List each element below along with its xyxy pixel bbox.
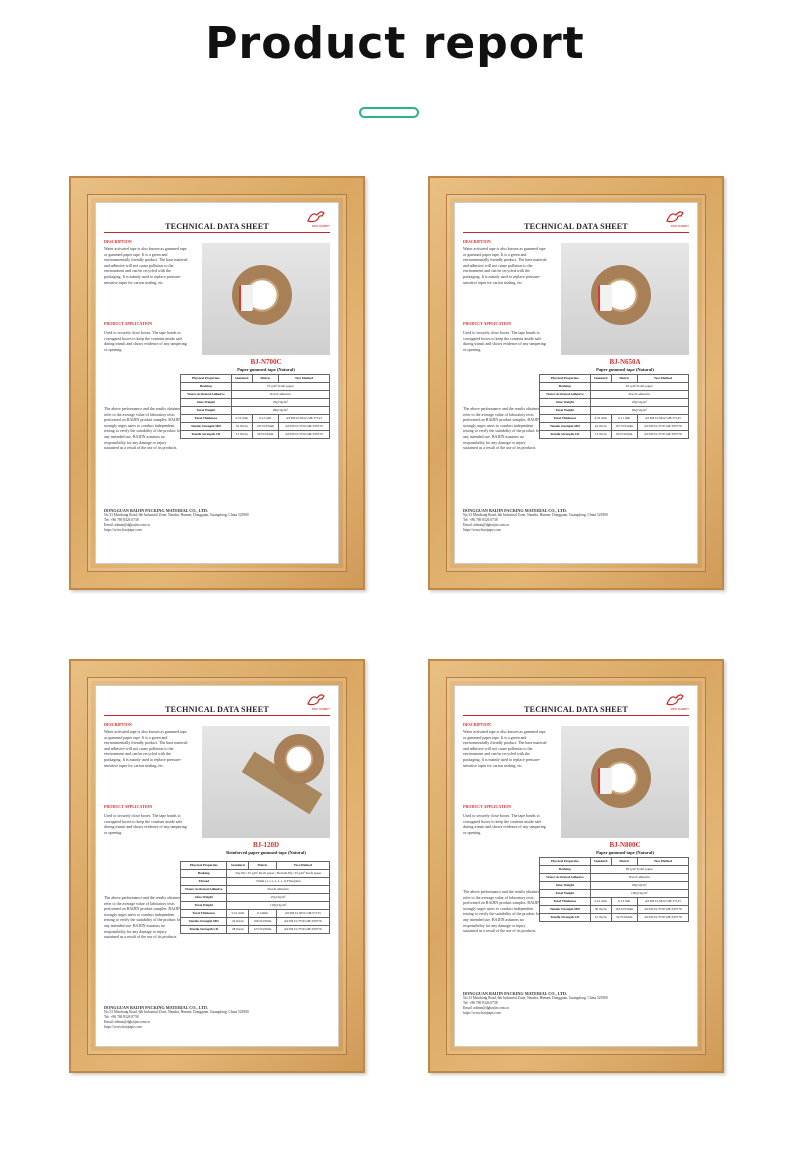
description-heading: DESCRIPTION — [104, 239, 132, 244]
metric-cell: 0.12 mm — [252, 415, 278, 423]
company-address: No.33 Minchang Road, 6th Industrial Zone, Nanzha, Humen, Dongguan, Guangdong, China 523900 — [463, 513, 608, 517]
company-email: Email: admin@dgbaijin.com.cn — [463, 523, 509, 527]
company-email: Email: admin@dgbaijin.com.cn — [104, 523, 150, 527]
property-cell: Backing — [540, 383, 591, 391]
product-photo — [561, 243, 689, 355]
standard-cell: 13 lbs/in — [231, 431, 252, 439]
table-row — [181, 878, 330, 886]
application-heading: PRODUCT APPLICATION — [463, 804, 512, 809]
standard-cell: 28 lbs/in — [227, 926, 249, 934]
sheet-header: TECHNICAL DATA SHEET — [524, 705, 628, 714]
property-cell: Glue Weight — [540, 882, 591, 890]
company-footer — [104, 508, 249, 533]
table-row — [540, 423, 689, 431]
table-row — [181, 894, 330, 902]
property-cell: Total Thickness — [540, 415, 591, 423]
property-cell: Tensile Strength CD — [540, 431, 591, 439]
table-row — [540, 882, 689, 890]
table-row — [181, 391, 330, 399]
standard-cell: 12 lbs/in — [590, 914, 611, 922]
value-cell: 85g±2g/m² — [590, 407, 688, 415]
description-heading: DESCRIPTION — [104, 722, 132, 727]
spec-table — [180, 374, 330, 439]
method-cell: ASTM D-3652 GB/T7125 — [637, 898, 688, 906]
data-sheet — [454, 202, 698, 564]
method-cell: ASTM D-3759 GB/T30776 — [637, 431, 688, 439]
frame-bj-n650a — [428, 176, 724, 590]
value-cell: Starch adhesive — [231, 391, 329, 399]
table-row — [181, 926, 330, 934]
property-cell: Total Weight — [540, 407, 591, 415]
metric-cell: 190 N/25mm — [249, 918, 277, 926]
description-text: Water activated tape is also known as gummed tape or gummed paper tape. It is a green and environmentally friendly product. The base material and adhesive will not cause pollution to the environment and can be recycled with the packaging. It is mainly used to replace pressure-sensitive tapes for carton sealing, etc. — [463, 729, 547, 768]
column-header: Metric — [249, 862, 277, 870]
metric-cell: 0.11 mm — [611, 415, 637, 423]
property-cell: Backing — [181, 383, 232, 391]
application-text: Used to securely close boxes. The tape bonds to corrugated boxes to keep the contents inside safe during transit and shows evidence of any tampering or opening. — [104, 330, 187, 352]
property-cell: Total Thickness — [181, 415, 232, 423]
sheet-header: TECHNICAL DATA SHEET — [524, 222, 628, 231]
company-tel: Tel: +86 769 8326 0738 — [463, 518, 498, 522]
column-header: Test Method — [637, 375, 688, 383]
method-cell: ASTM D-3652 GB/T7125 — [278, 415, 329, 423]
header-rule — [463, 715, 689, 716]
header-rule — [463, 232, 689, 233]
product-photo — [202, 726, 330, 838]
application-heading: PRODUCT APPLICATION — [104, 321, 153, 326]
metric-cell: 56 N/25mm — [252, 431, 278, 439]
company-name: DONGGUAN BAIJIN PACKING MATERIAL CO., LTD. — [463, 508, 567, 513]
brand-logo-text: RED RABBIT — [670, 224, 689, 228]
table-row — [540, 391, 689, 399]
metric-cell: 150 N/25mm — [252, 423, 278, 431]
column-header: Physical Properties — [181, 862, 227, 870]
value-cell: 70 g/m² Kraft paper — [231, 383, 329, 391]
company-tel: Tel: +86 769 8326 0738 — [104, 518, 139, 522]
property-cell: Tensile Strength CD — [540, 914, 591, 922]
company-web: https://www.baojtape.com — [104, 528, 142, 532]
product-photo — [561, 726, 689, 838]
company-web: https://www.baojtape.com — [104, 1025, 142, 1029]
company-footer — [104, 1005, 249, 1030]
metric-cell: 163 N/25mm — [611, 906, 637, 914]
table-header-row — [181, 862, 330, 870]
table-header-row — [540, 858, 689, 866]
disclaimer-text: The above performance and the results obtained refer to the average value of laboratory tests performed on BAIJIN product samples. BAIJIN strongly urges users to conduct independent testing to verify the suitability of the product for any intended use. BAIJIN assumes no responsibility for any damage or injury sustained as a result of the use of its products. — [104, 406, 182, 451]
brand-logo-text: RED RABBIT — [311, 224, 330, 228]
company-tel: Tel: +86 769 8326 0738 — [463, 1001, 498, 1005]
frame-bj-n700c — [69, 176, 365, 590]
table-row — [181, 407, 330, 415]
application-text: Used to securely close boxes. The tape bonds to corrugated boxes to keep the contents inside safe during transit and shows evidence of any tampering or opening. — [463, 813, 546, 835]
value-cell: 25g±2g/m² — [227, 894, 330, 902]
method-cell: ASTM D-3759 GB/T30776 — [637, 906, 688, 914]
table-row — [181, 423, 330, 431]
column-header: Standard — [590, 375, 611, 383]
property-cell: Water Activated Adhesive — [181, 391, 232, 399]
property-cell: Tensile Strength MD — [181, 918, 227, 926]
table-row — [181, 918, 330, 926]
value-cell: Top Ply: 35 g/m² Kraft paper / Bottom Ply: 35 g/m² Kraft paper — [227, 870, 330, 878]
table-row — [540, 415, 689, 423]
table-row — [181, 886, 330, 894]
property-cell: Glue Weight — [181, 399, 232, 407]
company-footer — [463, 508, 608, 533]
table-row — [540, 399, 689, 407]
property-cell: Water Activated Adhesive — [181, 886, 227, 894]
column-header: Physical Properties — [540, 375, 591, 383]
table-header-row — [540, 375, 689, 383]
description-heading: DESCRIPTION — [463, 239, 491, 244]
property-cell: Water Activated Adhesive — [540, 874, 591, 882]
product-photo — [202, 243, 330, 355]
frame-bj-n800c — [428, 659, 724, 1073]
company-email: Email: admin@dgbaijin.com.cn — [463, 1006, 509, 1010]
value-cell: 100g±2g/m² — [590, 890, 688, 898]
standard-cell: 24 lbs/in — [590, 423, 611, 431]
company-tel: Tel: +86 769 8326 0738 — [104, 1015, 139, 1019]
column-header: Physical Properties — [181, 375, 232, 383]
table-row — [181, 383, 330, 391]
tape-label — [598, 285, 612, 311]
description-text: Water activated tape is also known as gummed tape or gummed paper tape. It is a green and environmentally friendly product. The base material and adhesive will not cause pollution to the environment and can be recycled with the packaging. It is mainly used to replace pressure-sensitive tapes for carton sealing, etc. — [104, 729, 188, 768]
column-header: Test Method — [276, 862, 329, 870]
method-cell: ASTM D-3759 GB/T30776 — [637, 914, 688, 922]
tape-label — [239, 285, 253, 311]
property-cell: Glue Weight — [181, 894, 227, 902]
table-row — [181, 415, 330, 423]
product-name: Paper gummed tape (Natural) — [596, 367, 654, 372]
method-cell: ASTM D-3759 GB/T30776 — [276, 918, 329, 926]
value-cell: 20g±2g/m² — [590, 399, 688, 407]
property-cell: Total Thickness — [540, 898, 591, 906]
description-text: Water activated tape is also known as gummed tape or gummed paper tape. It is a green and environmentally friendly product. The base material and adhesive will not cause pollution to the environment and can be recycled with the packaging. It is mainly used to replace pressure-sensitive tapes for carton sealing, etc. — [463, 246, 547, 285]
product-name: Reinforced paper gummed tape (Natural) — [226, 850, 306, 855]
spec-table — [539, 857, 689, 922]
column-header: Physical Properties — [540, 858, 591, 866]
column-header: Standard — [227, 862, 249, 870]
property-cell: Tensile Strength CD — [181, 431, 232, 439]
table-row — [181, 902, 330, 910]
table-row — [181, 870, 330, 878]
column-header: Test Method — [637, 858, 688, 866]
application-text: Used to securely close boxes. The tape bonds to corrugated boxes to keep the contents inside safe during transit and shows evidence of any tampering or opening. — [104, 813, 187, 835]
table-row — [540, 874, 689, 882]
table-row — [181, 910, 330, 918]
property-cell: Backing — [181, 870, 227, 878]
metric-cell: 107 N/25mm — [611, 423, 637, 431]
standard-cell: 5.51 mils — [227, 910, 249, 918]
property-cell: Glue Weight — [540, 399, 591, 407]
property-cell: Tensile Strength MD — [540, 423, 591, 431]
table-row — [540, 898, 689, 906]
metric-cell: 54 N/25mm — [611, 914, 637, 922]
value-cell: 72mm (1-1-1-1-1-1-1) Fiberglass — [227, 878, 330, 886]
method-cell: ASTM D-3652 GB/T7125 — [637, 415, 688, 423]
property-cell: Total Weight — [540, 890, 591, 898]
brand-logo-text: RED RABBIT — [670, 707, 689, 711]
column-header: Standard — [231, 375, 252, 383]
table-row — [540, 407, 689, 415]
table-row — [540, 866, 689, 874]
description-heading: DESCRIPTION — [463, 722, 491, 727]
property-cell: Backing — [540, 866, 591, 874]
table-row — [540, 383, 689, 391]
property-cell: Total Thickness — [181, 910, 227, 918]
value-cell: 118g±2g/m² — [227, 902, 330, 910]
standard-cell: 34 lbs/in — [231, 423, 252, 431]
property-cell: Total Weight — [181, 902, 227, 910]
sheet-header: TECHNICAL DATA SHEET — [165, 705, 269, 714]
product-name: Paper gummed tape (Natural) — [237, 367, 295, 372]
spec-table — [539, 374, 689, 439]
data-sheet — [95, 202, 339, 564]
header-rule — [104, 715, 330, 716]
value-cell: 20g±2g/m² — [590, 882, 688, 890]
table-row — [540, 890, 689, 898]
company-name: DONGGUAN BAIJIN PACKING MATERIAL CO., LTD. — [104, 508, 208, 513]
property-cell: Tensile Strength CD — [181, 926, 227, 934]
standard-cell: 4.33 mils — [590, 415, 611, 423]
value-cell: Starch adhesive — [590, 874, 688, 882]
metric-cell: 123 N/25mm — [249, 926, 277, 934]
metric-cell: 0.13 mm — [611, 898, 637, 906]
spec-table — [180, 861, 330, 934]
standard-cell: 13 lbs/in — [590, 431, 611, 439]
brand-logo-text: RED RABBIT — [311, 707, 330, 711]
company-web: https://www.baojtape.com — [463, 1011, 501, 1015]
table-row — [540, 431, 689, 439]
model-number: BJ-N800C — [609, 841, 641, 849]
table-row — [181, 399, 330, 407]
disclaimer-text: The above performance and the results obtained refer to the average value of laboratory tests performed on BAIJIN product samples. BAIJIN strongly urges users to conduct independent testing to verify the suitability of the product for any intended use. BAIJIN assumes no responsibility for any damage or injury sustained as a result of the use of its products. — [104, 895, 182, 940]
standard-cell: 4.72 mils — [231, 415, 252, 423]
column-header: Metric — [252, 375, 278, 383]
model-number: BJ-120D — [252, 841, 280, 849]
company-web: https://www.baojtape.com — [463, 528, 501, 532]
metric-cell: 60 N/25mm — [611, 431, 637, 439]
column-header: Metric — [611, 375, 637, 383]
method-cell: ASTM D-3759 GB/T30776 — [637, 423, 688, 431]
data-sheet — [95, 685, 339, 1047]
description-text: Water activated tape is also known as gummed tape or gummed paper tape. It is a green and environmentally friendly product. The base material and adhesive will not cause pollution to the environment and can be recycled with the packaging. It is mainly used to replace pressure-sensitive tapes for carton sealing, etc. — [104, 246, 188, 285]
product-name: Paper gummed tape (Natural) — [596, 850, 654, 855]
method-cell: ASTM D-3759 GB/T30776 — [278, 431, 329, 439]
column-header: Standard — [590, 858, 611, 866]
property-cell: Tensile Strength MD — [181, 423, 232, 431]
disclaimer-text: The above performance and the results obtained refer to the average value of laboratory tests performed on BAIJIN product samples. BAIJIN strongly urges users to conduct independent testing to verify the suitability of the product for any intended use. BAIJIN assumes no responsibility for any damage or injury sustained as a result of the use of its products. — [463, 889, 541, 934]
company-address: No.33 Minchang Road, 6th Industrial Zone, Nanzha, Humen, Dongguan, Guangdong, China 523900 — [104, 513, 249, 517]
value-cell: Starch adhesive — [590, 391, 688, 399]
table-row — [540, 906, 689, 914]
tape-label — [598, 768, 612, 794]
company-footer — [463, 991, 608, 1016]
value-cell: 20g±2g/m² — [231, 399, 329, 407]
application-heading: PRODUCT APPLICATION — [463, 321, 512, 326]
sheet-header: TECHNICAL DATA SHEET — [165, 222, 269, 231]
standard-cell: 43 lbs/in — [227, 918, 249, 926]
value-cell: 90g±2g/m² — [231, 407, 329, 415]
value-cell: Starch adhesive — [227, 886, 330, 894]
application-text: Used to securely close boxes. The tape bonds to corrugated boxes to keep the contents inside safe during transit and shows evidence of any tampering or opening. — [463, 330, 546, 352]
header-rule — [104, 232, 330, 233]
table-row — [181, 431, 330, 439]
page-title: Product report — [205, 18, 585, 69]
data-sheet — [454, 685, 698, 1047]
company-address: No.33 Minchang Road, 6th Industrial Zone, Nanzha, Humen, Dongguan, Guangdong, China 523900 — [463, 996, 608, 1000]
application-heading: PRODUCT APPLICATION — [104, 804, 153, 809]
standard-cell: 36 lbs/in — [590, 906, 611, 914]
property-cell: Water Activated Adhesive — [540, 391, 591, 399]
company-email: Email: admin@dgbaijin.com.cn — [104, 1020, 150, 1024]
property-cell: Tensile Strength MD — [540, 906, 591, 914]
property-cell: Total Weight — [181, 407, 232, 415]
metric-cell: 0.14mm — [249, 910, 277, 918]
method-cell: ASTM D-3759 GB/T30776 — [278, 423, 329, 431]
standard-cell: 5.12 mils — [590, 898, 611, 906]
table-row — [540, 914, 689, 922]
column-header: Test Method — [278, 375, 329, 383]
model-number: BJ-N650A — [609, 358, 641, 366]
value-cell: 80 g/m² Kraft paper — [590, 866, 688, 874]
table-header-row — [181, 375, 330, 383]
frame-bj-120d — [69, 659, 365, 1073]
company-name: DONGGUAN BAIJIN PACKING MATERIAL CO., LTD. — [104, 1005, 208, 1010]
model-number: BJ-N700C — [250, 358, 282, 366]
property-cell: Thread — [181, 878, 227, 886]
title-underline — [359, 107, 419, 118]
disclaimer-text: The above performance and the results obtained refer to the average value of laboratory tests performed on BAIJIN product samples. BAIJIN strongly urges users to conduct independent testing to verify the suitability of the product for any intended use. BAIJIN assumes no responsibility for any damage or injury sustained as a result of the use of its products. — [463, 406, 541, 451]
method-cell: ASTM D-3652 GB/T7125 — [276, 910, 329, 918]
column-header: Metric — [611, 858, 637, 866]
value-cell: 65 g/m² Kraft paper — [590, 383, 688, 391]
company-address: No.33 Minchang Road, 6th Industrial Zone, Nanzha, Humen, Dongguan, Guangdong, China 523900 — [104, 1010, 249, 1014]
method-cell: ASTM D-3759 GB/T30776 — [276, 926, 329, 934]
tape-roll-image — [274, 734, 324, 784]
company-name: DONGGUAN BAIJIN PACKING MATERIAL CO., LTD. — [463, 991, 567, 996]
